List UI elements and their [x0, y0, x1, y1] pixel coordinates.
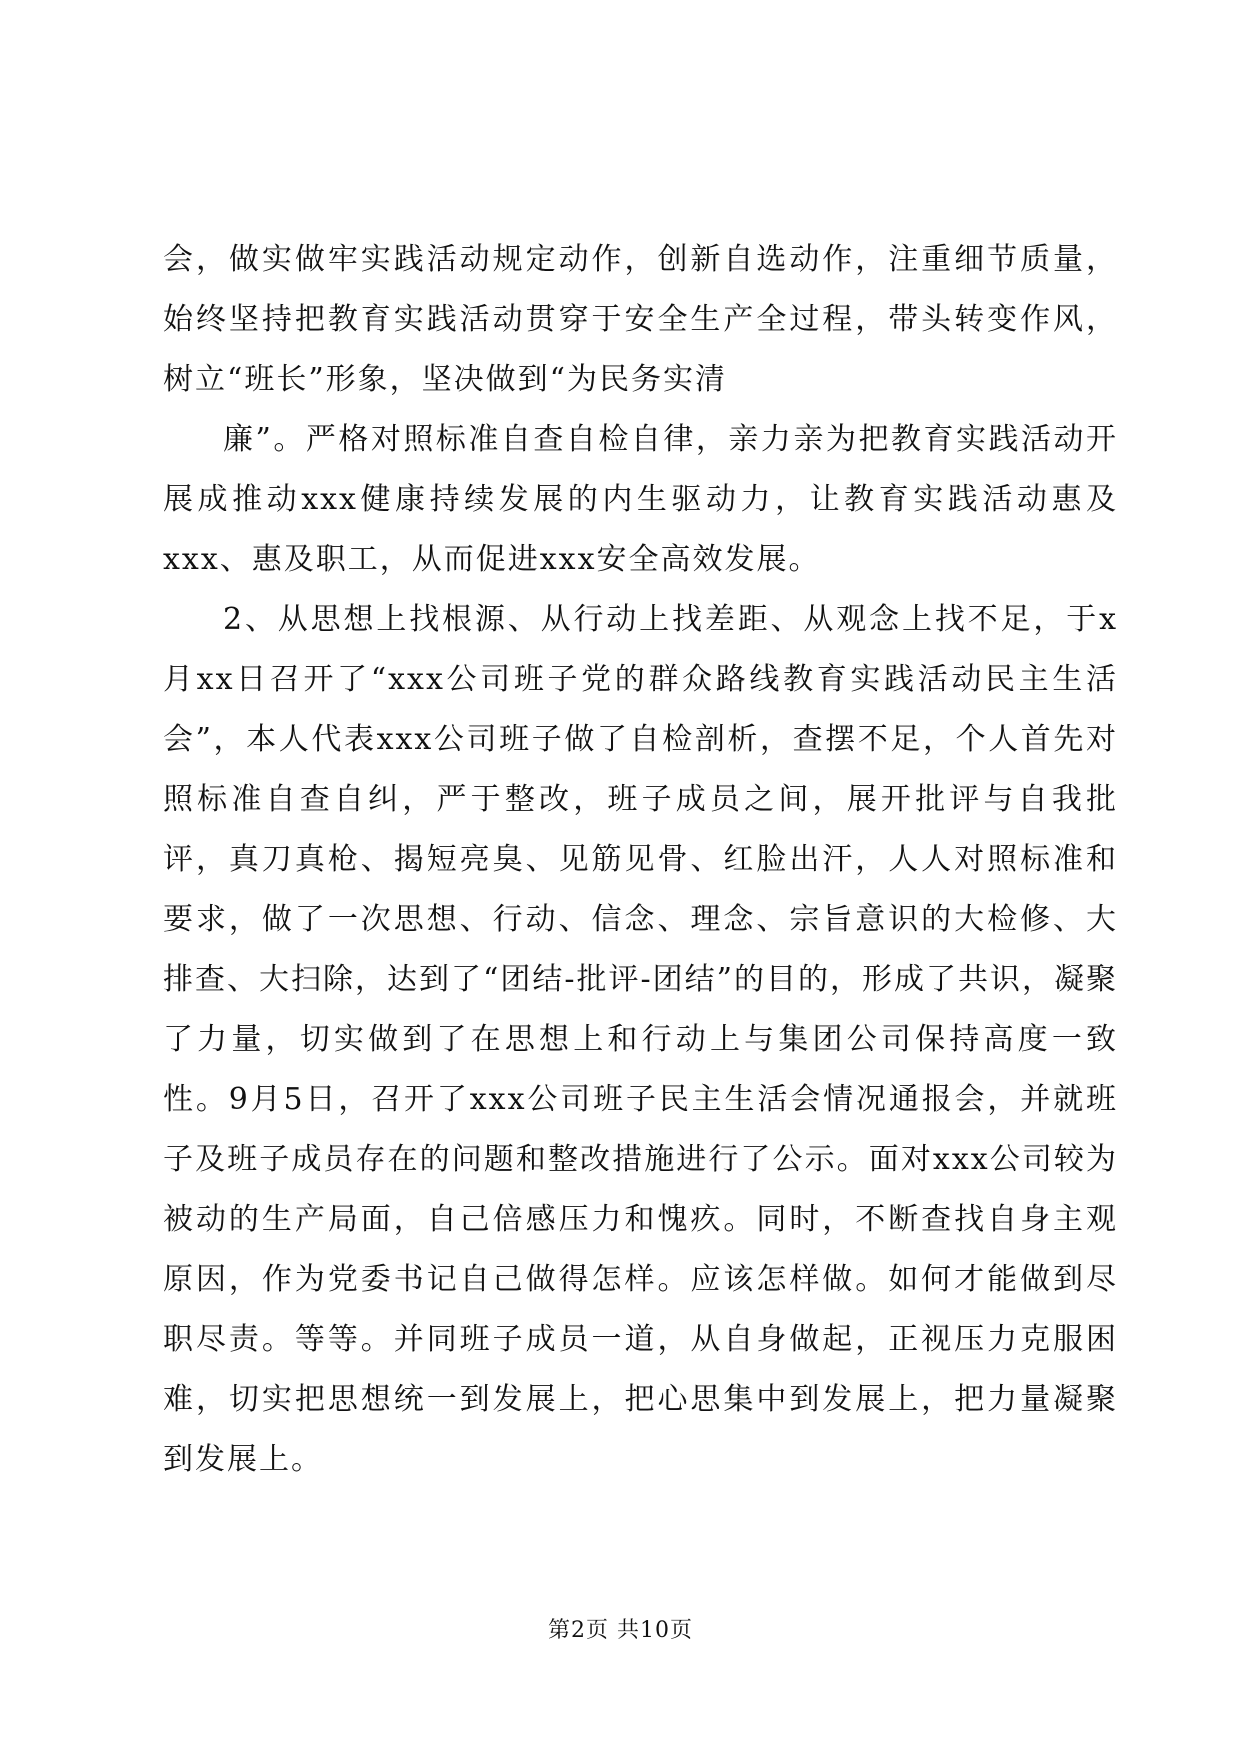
paragraph-item-2: 2、从思想上找根源、从行动上找差距、从观念上找不足，于x月xx日召开了“xxx公司班子党的群众路线教育实践活动民主生活会”，本人代表xxx公司班子做了自检剖析，查摆不足，个人首先对照标准自查自纠，严于整改，班子成员之间，展开批评与自我批评，真刀真枪、揭短亮臭、见筋见骨、红脸出汗，人人对照标准和要求，做了一次思想、行动、信念、理念、宗旨意识的大检修、大排查、大扫除，达到了“团结-批评-团结”的目的，形成了共识，凝聚了力量，切实做到了在思想上和行动上与集团公司保持高度一致性。9月5日，召开了xxx公司班子民主生活会情况通报会，并就班子及班子成员存在的问题和整改措施进行了公示。面对xxx公司较为被动的生产局面，自己倍感压力和愧疚。同时，不断查找自身主观原因，作为党委书记自己做得怎样。应该怎样做。如何才能做到尽职尽责。等等。并同班子成员一道，从自身做起，正视压力克服困难，切实把思想统一到发展上，把心思集中到发展上，把力量凝聚到发展上。 [163, 602, 1118, 1477]
page-number-footer: 第2页 共10页 [548, 1618, 693, 1643]
paragraph-continuation: 会，做实做牢实践活动规定动作，创新自选动作，注重细节质量，始终坚持把教育实践活动贯穿于安全生产全过程，带头转变作风，树立“班长”形象，坚决做到“为民务实清 [163, 242, 1118, 397]
document-body [163, 230, 1118, 1490]
paragraph-lian: 廉”。严格对照标准自查自检自律，亲力亲为把教育实践活动开展成推动xxx健康持续发展的内生驱动力，让教育实践活动惠及xxx、惠及职工，从而促进xxx安全高效发展。 [163, 422, 1118, 577]
